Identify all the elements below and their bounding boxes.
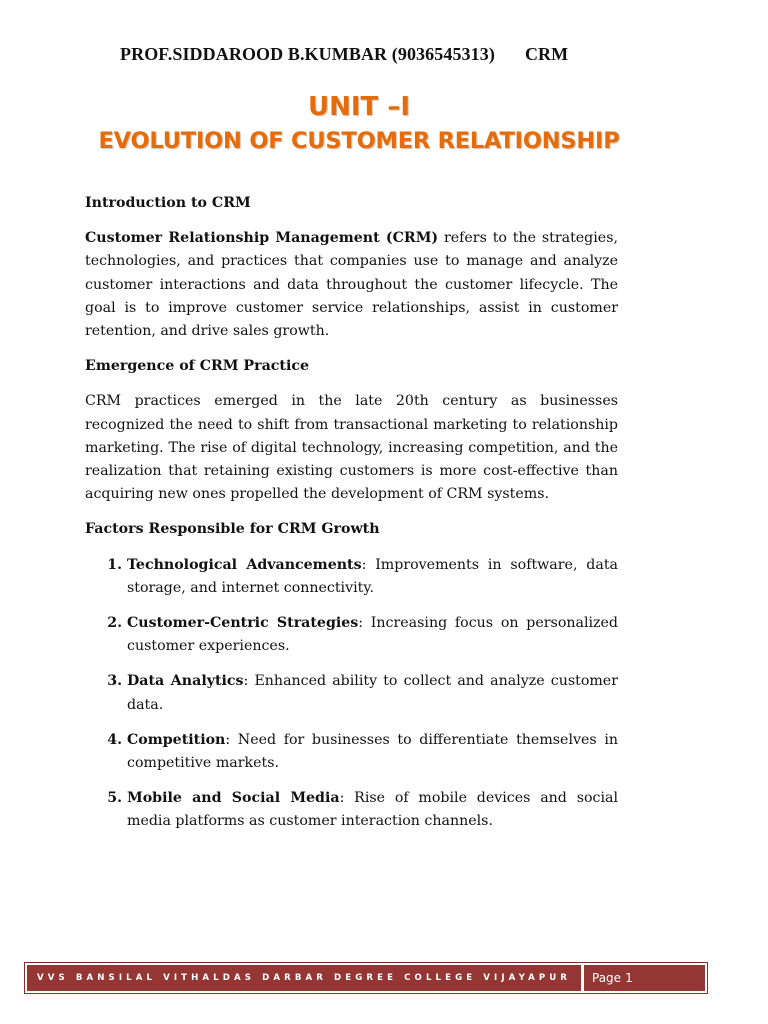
author-line: PROF.SIDDAROOD B.KUMBAR (9036545313) bbox=[120, 44, 495, 64]
emergence-paragraph: CRM practices emerged in the late 20th century as businesses recognized the need to shift from transactional marketing to relationship marketing. The rise of digital technology, increasing competition, and the realization that retaining existing customers is more cost-effective than acquiring new ones propelled the development of CRM systems. bbox=[85, 393, 618, 503]
factors-heading: Factors Responsible for CRM Growth bbox=[85, 521, 380, 538]
title-block bbox=[0, 90, 718, 158]
intro-bold-lead: Customer Relationship Management (CRM) bbox=[85, 230, 439, 247]
factor-term: Competition bbox=[127, 731, 226, 748]
page-number: 1 bbox=[625, 971, 633, 985]
factor-desc: : Need for businesses to differentiate themselves in competitive markets. bbox=[127, 731, 618, 772]
intro-paragraph bbox=[85, 227, 618, 343]
college-name: VVS BANSILAL VITHALDAS DARBAR DEGREE COLLEGE VIJAYAPUR bbox=[27, 965, 581, 991]
page-header bbox=[120, 44, 568, 65]
document-body bbox=[85, 192, 618, 846]
factor-term: Data Analytics bbox=[127, 673, 244, 690]
subject-label: CRM bbox=[524, 44, 569, 64]
page-indicator bbox=[584, 965, 705, 991]
intro-text: refers to the strategies, technologies, and practices that companies use to manage and analyze customer interactions and data throughout the customer lifecycle. The goal is to improve customer service relationships, assist in customer retention, and drive sales growth. bbox=[85, 230, 618, 340]
list-item bbox=[127, 729, 618, 775]
unit-title: UNIT –I bbox=[307, 92, 410, 122]
factor-desc: : Increasing focus on personalized customer experiences. bbox=[127, 615, 618, 655]
list-item bbox=[127, 670, 618, 716]
chapter-title: EVOLUTION OF CUSTOMER RELATIONSHIP bbox=[98, 128, 620, 154]
factor-term: Technological Advancements bbox=[127, 556, 362, 573]
factors-list bbox=[85, 554, 618, 834]
factor-desc: : Improvements in software, data storage, and internet connectivity. bbox=[127, 556, 618, 596]
list-item bbox=[127, 612, 618, 658]
emergence-heading: Emergence of CRM Practice bbox=[85, 358, 310, 375]
factor-desc: : Enhanced ability to collect and analyze customer data. bbox=[127, 673, 618, 713]
list-item bbox=[127, 787, 618, 833]
factor-term: Mobile and Social Media bbox=[127, 790, 340, 807]
factor-term: Customer-Centric Strategies bbox=[127, 615, 359, 632]
page-label: Page bbox=[592, 971, 622, 985]
intro-heading: Introduction to CRM bbox=[85, 195, 251, 211]
page-footer bbox=[24, 962, 708, 994]
factor-desc: : Rise of mobile devices and social media platforms as customer interaction channels. bbox=[127, 790, 618, 830]
list-item bbox=[127, 554, 618, 600]
